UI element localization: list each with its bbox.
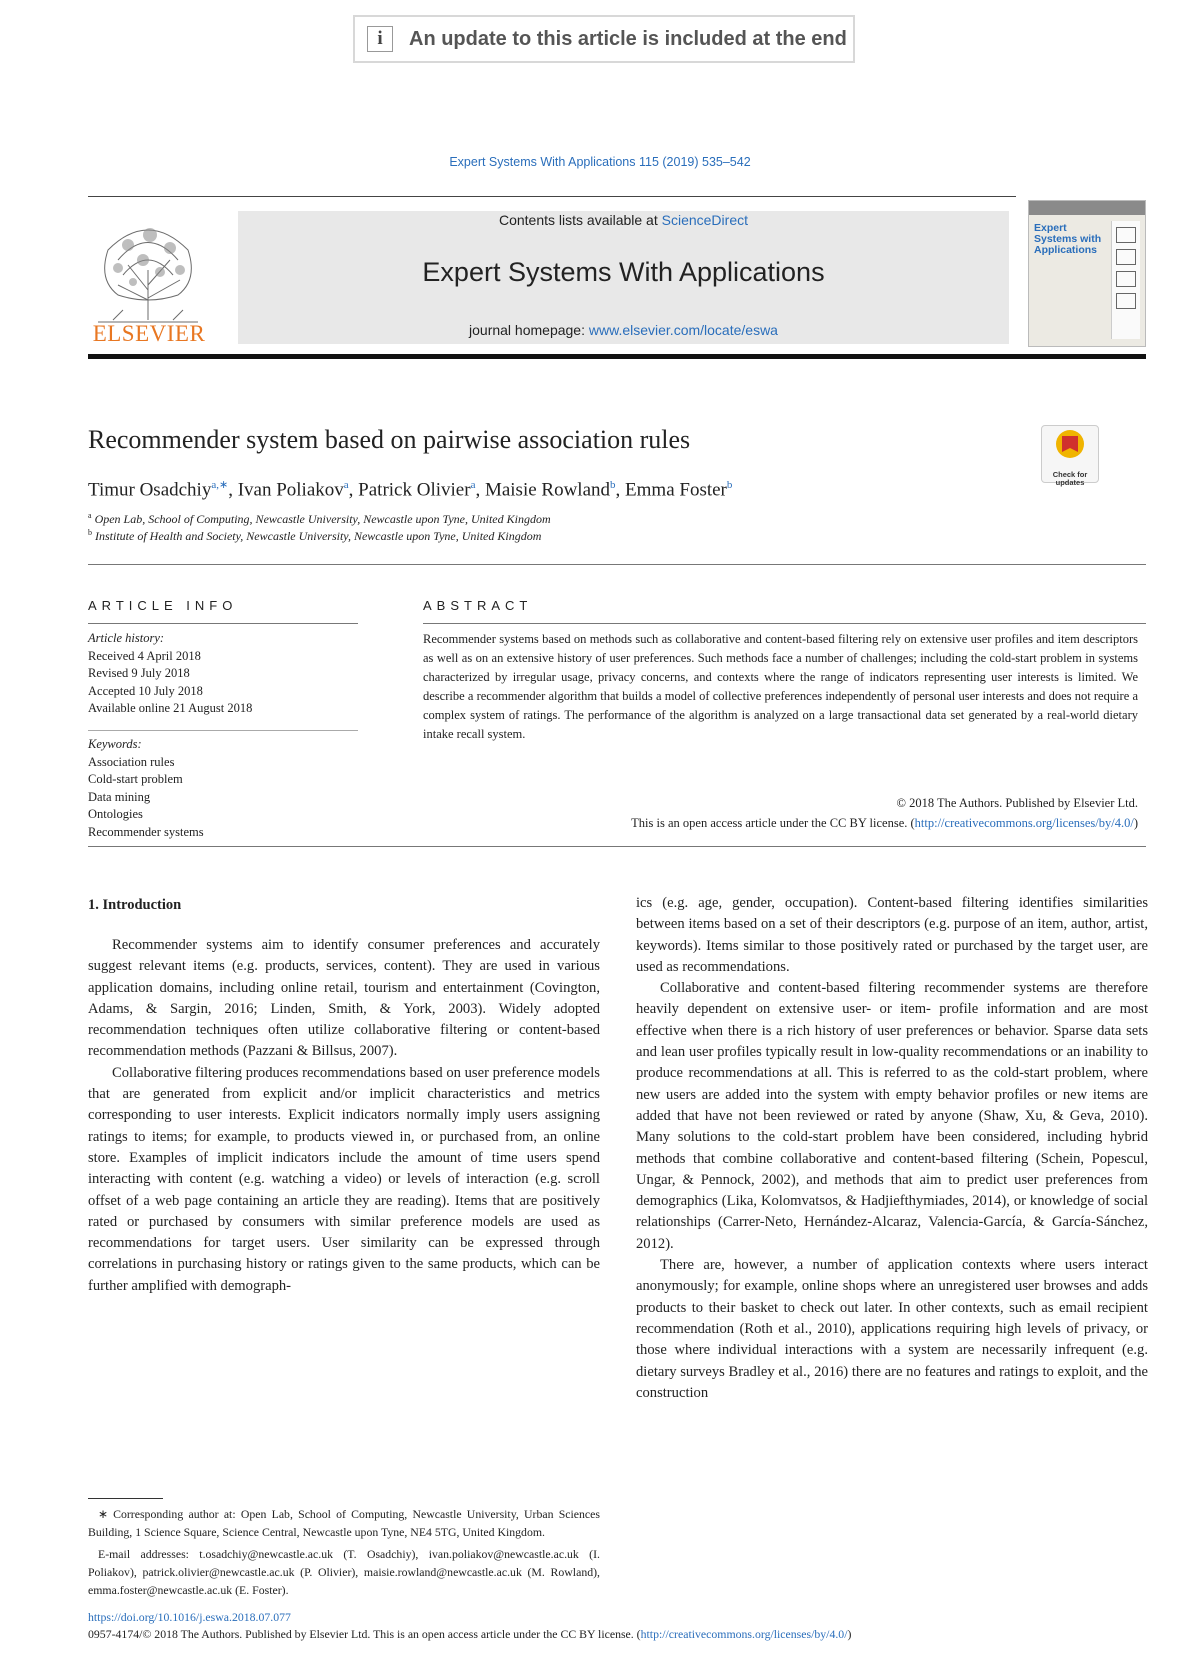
check-updates-label: Check for updates xyxy=(1052,470,1088,487)
author-affiliation-mark[interactable]: b xyxy=(726,479,733,491)
author-name[interactable]: Patrick Olivier xyxy=(358,479,471,501)
abstract-copyright: © 2018 The Authors. Published by Elsevier Ltd. xyxy=(896,796,1138,810)
author-name[interactable]: Ivan Poliakov xyxy=(237,479,344,501)
article-history xyxy=(88,630,252,718)
footnotes xyxy=(88,1505,600,1603)
keyword-item: Data mining xyxy=(88,789,151,804)
keywords-rule xyxy=(88,730,358,731)
abstract-bottom-rule xyxy=(88,846,1146,847)
update-banner-text: An update to this article is included at the end xyxy=(409,27,847,50)
issn-license-line xyxy=(88,1627,851,1642)
contents-prefix: Contents lists available at xyxy=(498,212,662,228)
body-paragraph: Recommender systems aim to identify consumer preferences and accurately suggest relevant items (e.g. products, services, content). They are used in various application domains, including online retail, tourism and entertainment (Covington, Adams, & Sargin, 2016; Linden, Smith, & York, 2003). Widely adopted recommendation techniques often utilize collaborative filtering or content-based recommendation methods (Pazzani & Billsus, 2007). xyxy=(88,937,600,1060)
history-received: Received 4 April 2018 xyxy=(88,648,201,663)
abstract-license xyxy=(423,816,1138,831)
history-revised: Revised 9 July 2018 xyxy=(88,666,190,680)
info-icon: i xyxy=(367,26,393,52)
history-accepted: Accepted 10 July 2018 xyxy=(88,683,203,698)
license-suffix: ) xyxy=(1133,816,1138,830)
affiliation-mark: b xyxy=(88,528,92,537)
elsevier-wordmark: ELSEVIER xyxy=(92,321,206,346)
journal-homepage-link[interactable]: www.elsevier.com/locate/eswa xyxy=(588,322,778,338)
author-name[interactable]: Emma Foster xyxy=(625,479,727,501)
affiliation-text: Institute of Health and Society, Newcastle University, Newcastle upon Tyne, United Kingdom xyxy=(95,529,542,543)
cover-icon-box-icon xyxy=(1116,271,1136,287)
author-affiliation-mark[interactable]: a xyxy=(343,479,349,491)
keyword-item: Cold-start problem xyxy=(88,772,183,786)
contents-available-line xyxy=(238,212,1009,228)
affiliation xyxy=(88,511,551,527)
issn-suffix: ) xyxy=(847,1627,852,1641)
check-for-updates-badge[interactable] xyxy=(1041,425,1099,487)
masthead-top-rule xyxy=(88,196,1016,197)
article-info-rule xyxy=(88,623,358,624)
keyword-item: Ontologies xyxy=(88,807,143,821)
keywords-list xyxy=(88,736,204,841)
journal-cover-thumbnail[interactable] xyxy=(1028,200,1146,347)
cover-header-bar xyxy=(1029,201,1145,215)
affiliation-mark: a xyxy=(88,511,92,520)
update-banner[interactable] xyxy=(353,15,855,63)
abstract-text: Recommender systems based on methods such as collaborative and content-based filtering rely on extensive user profiles and item descriptors as well as on an extensive history of user preferences. Such methods face a number of challenges; including the cold-start problem in systems characterized by irregular usage, privacy concerns, and contexts where the range of indicators representing user interests is limited. We describe a recommender algorithm that builds a model of collective preferences independently of personal user interests and does not require a complex system of ratings. The performance of the algorithm is analyzed on a large transactional data set generated by a real-world dietary intake recall system. xyxy=(423,632,1138,741)
keyword-item: Association rules xyxy=(88,754,175,769)
author-affiliation-mark[interactable]: a,∗ xyxy=(211,479,229,491)
corresponding-author-note: ∗ Corresponding author at: Open Lab, School of Computing, Newcastle University, Urban Sciences Building, 1 Science Square, Science Central, Newcastle upon Tyne, NE4 5TG, United Kingdom. xyxy=(88,1507,600,1539)
keywords-label: Keywords: xyxy=(88,737,142,751)
body-column-right xyxy=(636,893,1148,1404)
doi-link[interactable]: https://doi.org/10.1016/j.eswa.2018.07.077 xyxy=(88,1610,291,1624)
journal-reference[interactable]: Expert Systems With Applications 115 (2019) 535–542 xyxy=(449,155,751,169)
author-affiliation-mark[interactable]: a xyxy=(470,479,476,491)
cover-icon-strip xyxy=(1111,221,1140,339)
issn-prefix: 0957-4174/© 2018 The Authors. Published by Elsevier Ltd. This is an open access article under the CC BY license. ( xyxy=(88,1627,641,1641)
history-label: Article history: xyxy=(88,631,165,645)
check-updates-icon xyxy=(1042,426,1098,466)
abstract-heading: ABSTRACT xyxy=(423,598,533,613)
introduction-heading: 1. Introduction xyxy=(88,897,182,913)
article-info-heading: ARTICLE INFO xyxy=(88,598,238,613)
article-title: Recommender system based on pairwise association rules xyxy=(88,425,691,454)
sciencedirect-link[interactable]: ScienceDirect xyxy=(661,212,748,228)
cover-title: Expert Systems with Applications xyxy=(1034,222,1102,256)
body-paragraph: ics (e.g. age, gender, occupation). Content-based filtering identifies similarities between items based on a set of their descriptors (e.g. purpose of an item, author, artist, keywords). Items similar to those positively rated or purchased by the target user, are used as recommendations. xyxy=(636,895,1148,975)
abstract-rule xyxy=(423,623,1146,624)
author-affiliation-mark[interactable]: b xyxy=(610,479,616,491)
cover-icon-box-icon xyxy=(1116,227,1136,243)
header-separator-rule xyxy=(88,564,1146,565)
author-list: Timur Osadchiy$^{a,∗}$, Ivan Poliakov$^a$, Patrick Olivier$^a$, Maisie Rowland$^b$, Emma Foster$^b$ xyxy=(88,479,733,501)
author-name[interactable]: Timur Osadchiy xyxy=(88,479,212,501)
journal-title: Expert Systems With Applications xyxy=(422,257,825,287)
license-prefix: This is an open access article under the CC BY license. ( xyxy=(631,816,915,830)
body-paragraph: Collaborative and content-based filtering recommender systems are therefore heavily dependent on extensive user- or item- profile information and are most effective when there is a rich history of user preferences or behavior. Sparse data sets and lean user profiles typically result in low-quality recommendations or an inability to produce recommendations at all. This is referred to as the cold-start problem, where new users are added into the system with empty behavior profiles or new items are added that have not been reviewed or rated by anyone (Shaw, Xu, & Geva, 2010). Many solutions to the cold-start problem have been considered, including hybrid methods that combine collaborative and content-based filtering (Schein, Popescul, Ungar, & Pennock, 2002), and methods that aim to predict user preferences from demographics (Lika, Kolomvatsos, & Hadjiefthymiades, 2014), or knowledge of social relationships (Carrer-Neto, Hernández-Alcaraz, Valencia-García, & García-Sánchez, 2012). xyxy=(636,980,1148,1252)
masthead-bottom-rule xyxy=(88,354,1146,359)
issn-license-link[interactable]: http://creativecommons.org/licenses/by/4.0/ xyxy=(640,1627,848,1641)
history-online: Available online 21 August 2018 xyxy=(88,701,253,715)
body-paragraph: Collaborative filtering produces recommendations based on user preference models that are generated from explicit and/or implicit characteristics and metrics corresponding to user interests. Explicit indicators normally imply users assigning ratings to items; for example, to products viewed in, or purchased from, an online store. Examples of implicit indicators include the amount of time users spend interacting with content (e.g. watching a video) or levels of interaction (e.g. scroll offset of a web page containing an article they are reading). Items that are positively rated or purchased by consumers with similar preference models are used as recommendations for target users. User similarity can be expressed through correlations in purchasing history or ratings given to the same products, which can be further amplified with demograph- xyxy=(88,1064,600,1294)
affiliation-text: Open Lab, School of Computing, Newcastle University, Newcastle upon Tyne, United Kingdom xyxy=(94,512,551,526)
cc-by-license-link[interactable]: http://creativecommons.org/licenses/by/4.0/ xyxy=(914,816,1134,830)
email-addresses-note: E-mail addresses: t.osadchiy@newcastle.ac.uk (T. Osadchiy), ivan.poliakov@newcastle.ac.uk (I. Poliakov), patrick.olivier@newcastle.ac.uk (P. Olivier), maisie.rowland@newcastle.ac.uk (M. Rowland), emma.foster@newcastle.ac.uk (E. Foster). xyxy=(88,1547,600,1597)
keyword-item: Recommender systems xyxy=(88,824,204,839)
footnote-rule xyxy=(88,1498,163,1499)
journal-homepage-line xyxy=(238,322,1009,338)
homepage-prefix: journal homepage: xyxy=(469,322,589,338)
cover-icon-box-icon xyxy=(1116,249,1136,265)
cover-icon-box-icon xyxy=(1116,293,1136,309)
affiliation xyxy=(88,528,541,544)
body-column-left xyxy=(88,935,600,1297)
author-name[interactable]: Maisie Rowland xyxy=(484,479,611,501)
body-paragraph: There are, however, a number of application contexts where users interact anonymously; for example, online shops where an unregistered user browses and adds products to their basket to check out later. In other contexts, such as email recipient recommendation (Roth et al., 2010), applications requiring high levels of privacy, or those where individual interactions with a system are necessarily infrequent (e.g. dietary surveys Bradley et al., 2016) there are no features and ratings to exploit, and the construction xyxy=(636,1257,1148,1401)
